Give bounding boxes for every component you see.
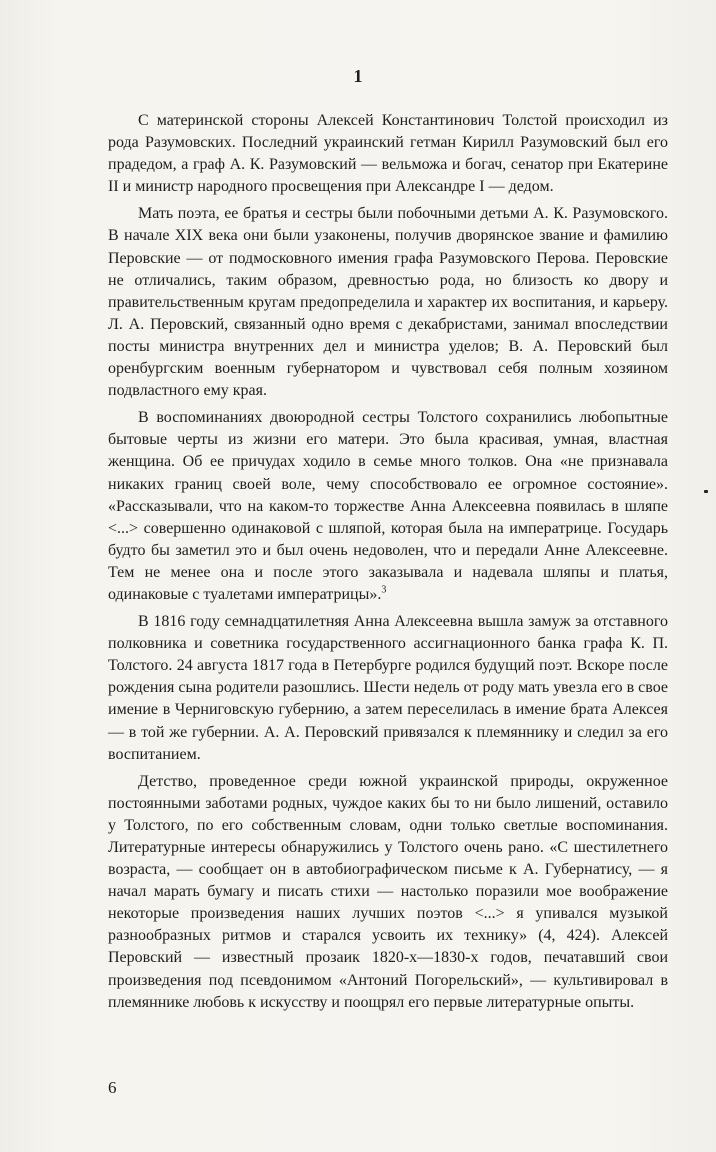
paragraph-5: Детство, проведенное среди южной украинской природы, окруженное постоянными заботами родных, чуждое каких бы то ни было лишений, оставило у Толстого, по его собственным словам, одни только светлые воспоминания. Литературные интересы обнаружились у Толстого очень рано. «С шестилетнего возраста, — сообщает он в автобиографическом письме к А. Губернатису, — я начал марать бумагу и писать стихи — настолько поразили мое воображение некоторые произведения наших лучших поэтов <...> я упивался музыкой разнообразных ритмов и старался усвоить их технику» (4, 424). Алексей Перовский — известный прозаик 1820-х—1830-х годов, печатавший свои произведения под псевдонимом «Антоний Погорельский», — культивировал в племяннике любовь к искусству и поощрял его первые литературные опыты.	[108, 772, 668, 1011]
paragraph-3	[108, 407, 668, 606]
paragraph-2: Мать поэта, ее братья и сестры были побочными детьми А. К. Разумовского. В начале XIX века они были узаконены, получив дворянское звание и фамилию Перовские — от подмосковного имения графа Разумовского Перова. Перовские не отличались, таким образом, древностью рода, но близость ко двору и правительственным кругам предопределила и характер их воспитания, и карьеру. Л. А. Перовский, связанный одно время с декабристами, занимал впоследствии посты министра внутренних дел и министра уделов; В. А. Перовский был оренбургским военным губернатором и чувствовал себя полным хозяином подвластного ему края.	[108, 205, 668, 400]
paragraph-1: С материнской стороны Алексей Константинович Толстой происходил из рода Разумовских. Последний украинский гетман Кирилл Разумовский был его прадедом, а граф А. К. Разумовский — вельможа и богач, сенатор при Екатерине II и министр народного просвещения при Александре I — дедом.	[108, 112, 668, 196]
footnote-reference[interactable]: 3	[381, 584, 387, 596]
paper-speck	[704, 490, 708, 493]
paragraph-3-text: В воспоминаниях двоюродной сестры Толстого сохранились любопытные бытовые черты из жизни его матери. Это была красивая, умная, властная женщина. Об ее причудах ходило в семье много толков. Она «не признавала никаких границ своей воле, чему способствовало ее огромное состояние». «Рассказывали, что на каком-то торжестве Анна Алексеевна появилась в шляпе <...> совершенно одинаковой с шляпой, которая была на императрице. Государь будто бы заметил это и был очень недоволен, что и передали Анне Алексеевне. Тем не менее она и после этого заказывала и надевала шляпы и платья, одинаковые с туалетами императрицы».	[108, 409, 668, 603]
chapter-number: 1	[353, 66, 363, 86]
page-number: 6	[108, 1078, 117, 1097]
body-text	[108, 110, 668, 1019]
paragraph-4: В 1816 году семнадцатилетняя Анна Алексеевна вышла замуж за отставного полковника и советника государственного ассигнационного банка графа К. П. Толстого. 24 августа 1817 года в Петербурге родился будущий поэт. Вскоре после рождения сына родители разошлись. Шести недель от роду мать увезла его в свое имение в Черниговскую губернию, а затем переселилась в имение брата Алексея — в той же губернии. А. А. Перовский привязался к племяннику и следил за его воспитанием.	[108, 613, 668, 763]
